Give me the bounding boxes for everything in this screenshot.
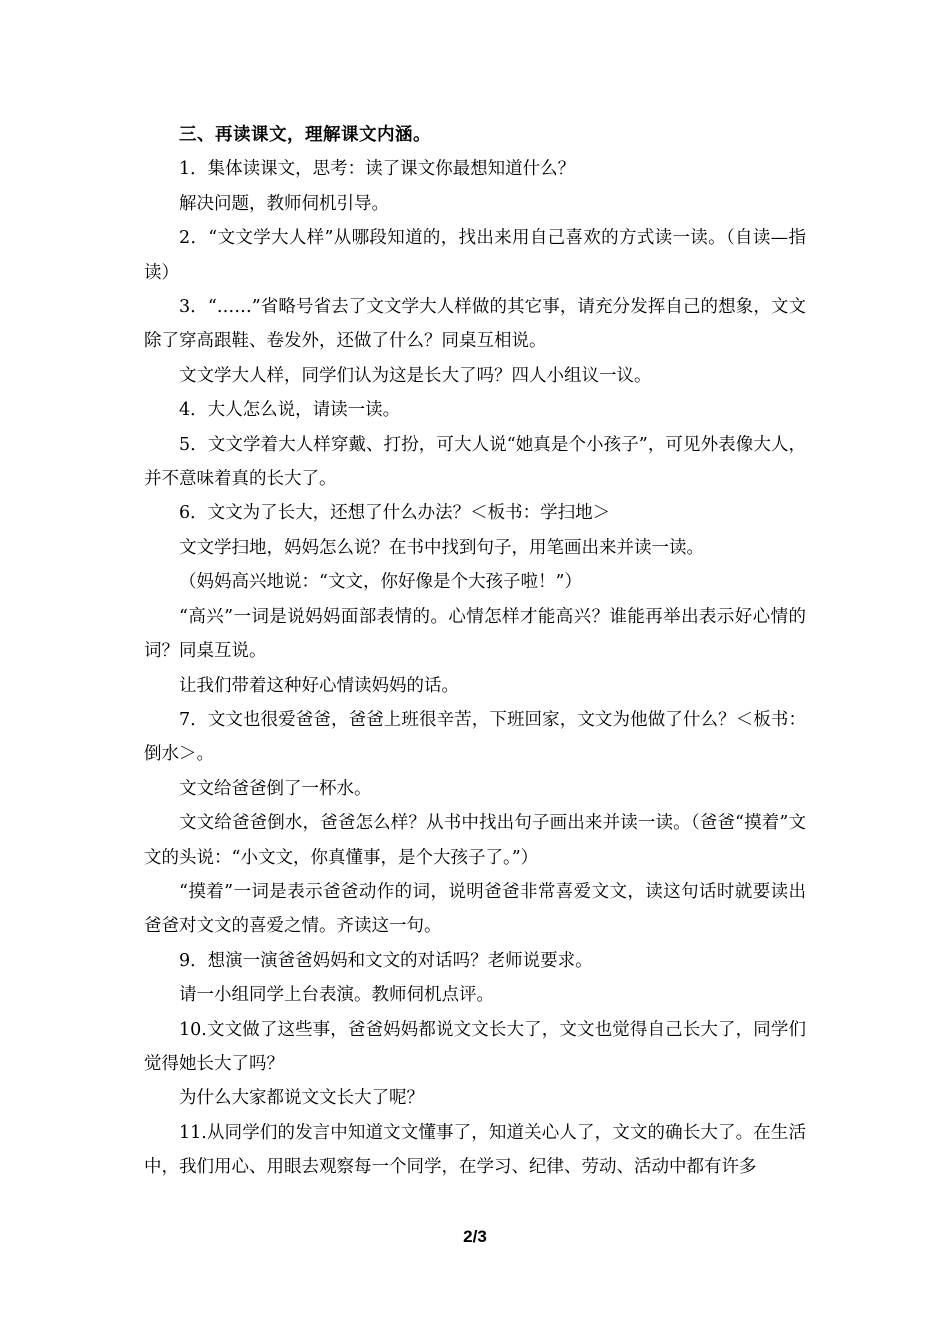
- paragraph-10: （妈妈高兴地说：“文文，你好像是个大孩子啦！”）: [179, 572, 582, 593]
- paragraph-7: 5．文文学着大人样穿戴、打扮，可大人说“她真是个小孩子”，可见外表像大人，并不意味着真的长大了。: [144, 434, 806, 490]
- document-body: [144, 118, 806, 1185]
- paragraph-1: 1．集体读课文，思考：读了课文你最想知道什么？: [179, 159, 576, 180]
- paragraph-2: 解决问题，教师伺机引导。: [179, 193, 389, 214]
- paragraph-3: 2．“文文学大人样”从哪段知道的，找出来用自己喜欢的方式读一读。（自读—指读）: [144, 228, 806, 283]
- page-number: 2/3: [463, 1227, 487, 1246]
- paragraph-18: 请一小组同学上台表演。教师伺机点评。: [179, 985, 494, 1006]
- paragraph-16: “摸着”一词是表示爸爸动作的词，说明爸爸非常喜爱文文，读这句话时就要读出爸爸对文文的喜爱之情。齐读这一句。: [144, 881, 806, 937]
- paragraph-5: 文文学大人样，同学们认为这是长大了吗？四人小组议一议。: [179, 365, 652, 386]
- paragraph-17: 9．想演一演爸爸妈妈和文文的对话吗？老师说要求。: [179, 950, 593, 971]
- paragraph-4: 3．“……”省略号省去了文文学大人样做的其它事，请充分发挥自己的想象，文文除了穿高跟鞋、卷发外，还做了什么？同桌互相说。: [144, 297, 806, 352]
- paragraph-8: 6．文文为了长大，还想了什么办法？＜板书：学扫地＞: [179, 503, 611, 524]
- paragraph-20: 为什么大家都说文文长大了呢？: [179, 1088, 424, 1109]
- paragraph-21: 11.从同学们的发言中知道文文懂事了，知道关心人了，文文的确长大了。在生活中，我们用心、用眼去观察每一个同学，在学习、纪律、劳动、活动中都有许多: [144, 1122, 806, 1178]
- section-heading: 三、再读课文，理解课文内涵。: [179, 125, 431, 145]
- paragraph-19: 10.文文做了这些事，爸爸妈妈都说文文长大了，文文也觉得自己长大了，同学们觉得她长大了吗？: [144, 1019, 806, 1074]
- paragraph-14: 文文给爸爸倒了一杯水。: [179, 778, 372, 799]
- paragraph-12: 让我们带着这种好心情读妈妈的话。: [179, 675, 459, 696]
- paragraph-9: 文文学扫地，妈妈怎么说？在书中找到句子，用笔画出来并读一读。: [179, 537, 704, 558]
- paragraph-15: 文文给爸爸倒水，爸爸怎么样？从书中找出句子画出来并读一读。（爸爸“摸着”文文的头说：“小文文，你真懂事，是个大孩子了。”）: [144, 813, 806, 868]
- paragraph-11: “高兴”一词是说妈妈面部表情的。心情怎样才能高兴？谁能再举出表示好心情的词？同桌互说。: [144, 606, 806, 662]
- paragraph-13: 7．文文也很爱爸爸，爸爸上班很辛苦，下班回家，文文为他做了什么？＜板书：倒水＞。: [144, 709, 806, 765]
- paragraph-6: 4．大人怎么说，请读一读。: [179, 400, 401, 421]
